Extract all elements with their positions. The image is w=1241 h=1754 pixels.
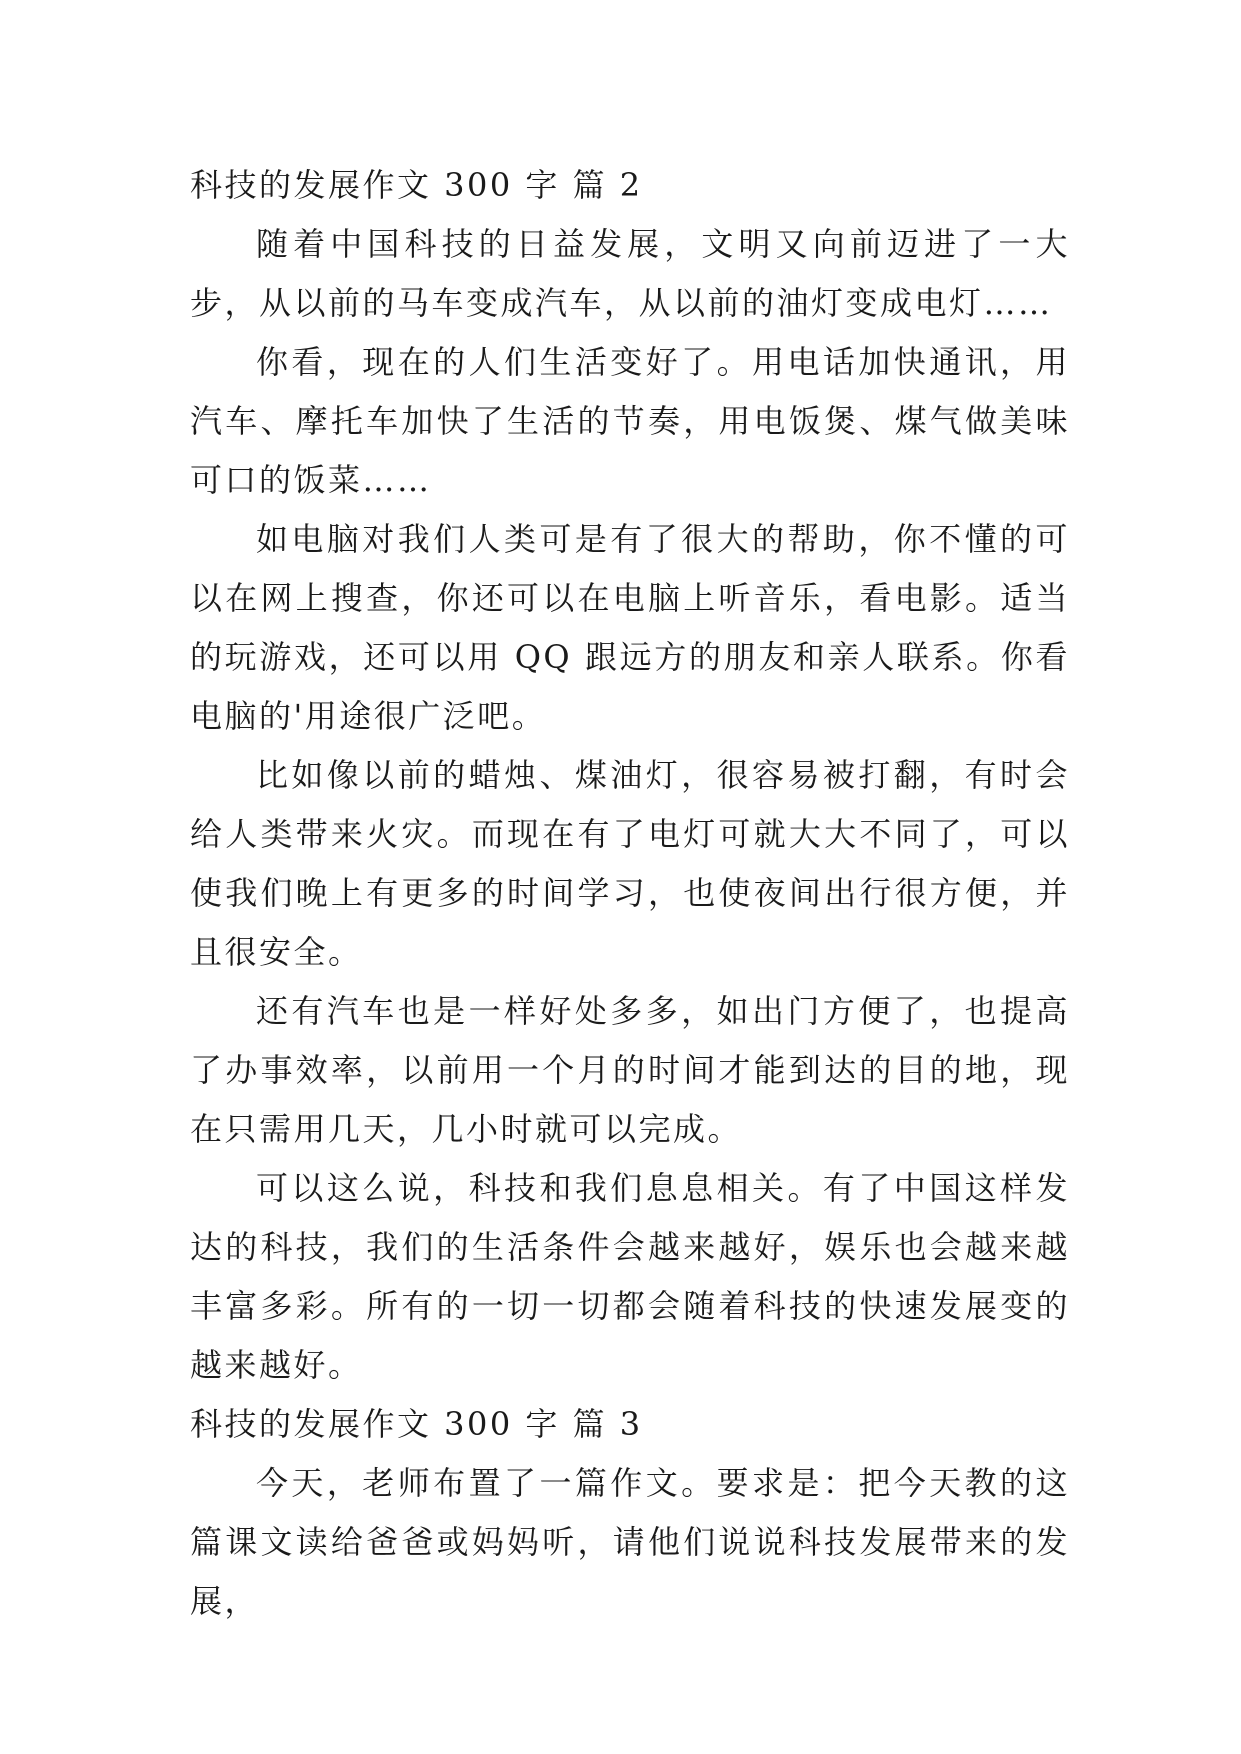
paragraph: 随着中国科技的日益发展，文明又向前迈进了一大步，从以前的马车变成汽车，从以前的油灯变成电灯…… <box>190 225 1070 322</box>
section-title: 科技的发展作文 300 字 篇 3 <box>190 1405 643 1443</box>
section-title: 科技的发展作文 300 字 篇 2 <box>190 166 643 204</box>
paragraph: 还有汽车也是一样好处多多，如出门方便了，也提高了办事效率，以前用一个月的时间才能到达的目的地，现在只需用几天，几小时就可以完成。 <box>190 992 1070 1148</box>
paragraph: 今天，老师布置了一篇作文。要求是：把今天教的这篇课文读给爸爸或妈妈听，请他们说说科技发展带来的发展， <box>190 1464 1070 1620</box>
paragraph: 如电脑对我们人类可是有了很大的帮助，你不懂的可以在网上搜查，你还可以在电脑上听音乐，看电影。适当的玩游戏，还可以用 QQ 跟远方的朋友和亲人联系。你看电脑的'用途很广泛吧。 <box>190 520 1070 735</box>
paragraph: 比如像以前的蜡烛、煤油灯，很容易被打翻，有时会给人类带来火灾。而现在有了电灯可就大大不同了，可以使我们晚上有更多的时间学习，也使夜间出行很方便，并且很安全。 <box>190 756 1070 971</box>
document-body <box>190 156 1070 1631</box>
paragraph: 你看，现在的人们生活变好了。用电话加快通讯，用汽车、摩托车加快了生活的节奏，用电饭煲、煤气做美味可口的饭菜…… <box>190 343 1070 499</box>
paragraph: 可以这么说，科技和我们息息相关。有了中国这样发达的科技，我们的生活条件会越来越好，娱乐也会越来越丰富多彩。所有的一切一切都会随着科技的快速发展变的越来越好。 <box>190 1169 1070 1384</box>
